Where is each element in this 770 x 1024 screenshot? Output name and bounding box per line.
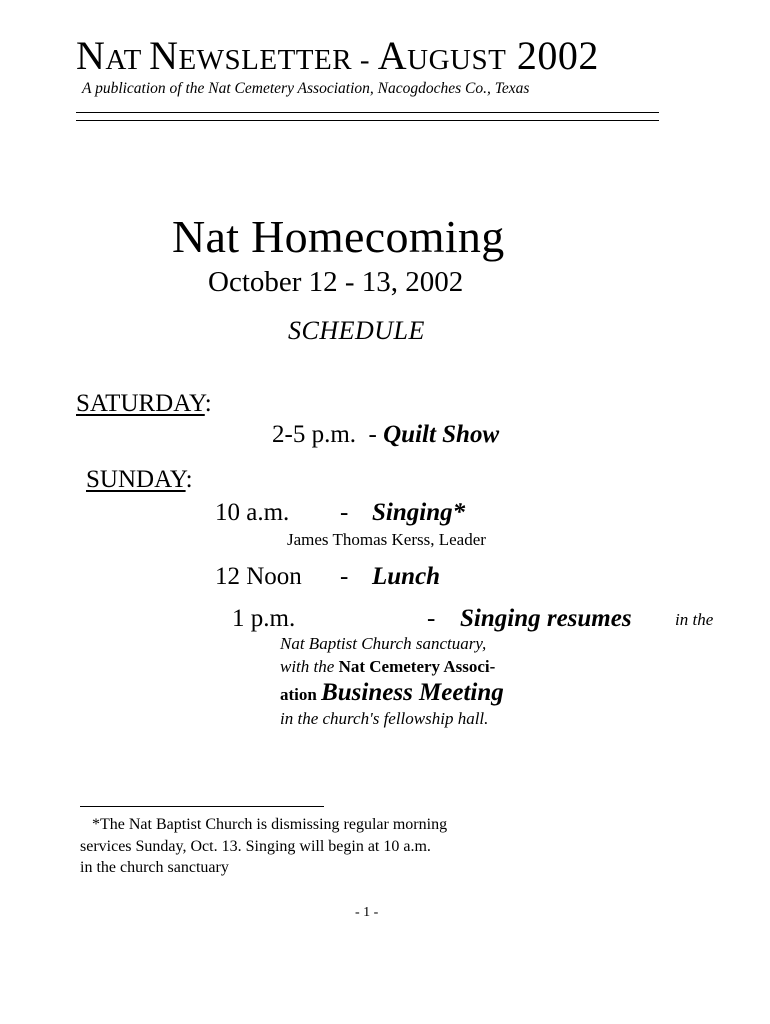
saturday-time: 2-5 p.m. - [272,421,384,448]
saturday-item [272,421,499,449]
singing-activity-wrap [372,499,465,527]
masthead-at: AT [105,44,150,76]
footnote-line-3: in the church sanctuary [80,859,229,876]
resume-activity-wrap [460,605,632,633]
sunday-label [86,466,193,494]
resume-line-3a: ation [280,685,322,704]
schedule-heading: SCHEDULE [288,316,425,345]
saturday-colon: : [204,390,212,417]
event-dates: October 12 - 13, 2002 [208,266,464,298]
resume-line-4: in the church's fellowship hall. [280,709,489,728]
singing-activity: Singing* [372,499,466,526]
business-meeting: Business Meeting [321,679,504,706]
sunday-colon: : [185,466,193,493]
lunch-activity: Lunch [372,563,441,590]
singing-time: 10 a.m. [215,499,290,526]
saturday-label [76,390,212,418]
page-number: - 1 - [355,905,379,920]
resume-line-2a: with the [280,657,339,676]
lunch-activity-wrap [372,563,440,591]
footnote-line-1: *The Nat Baptist Church is dismissing regular morning [92,816,448,833]
lunch-time: 12 Noon [215,563,302,590]
resume-line-2 [280,657,495,677]
resume-trail: in the [675,610,714,629]
newsletter-masthead [76,33,599,78]
masthead-initial-n: N [76,33,106,78]
event-title: Nat Homecoming [172,211,505,262]
masthead-dash: - [352,44,378,76]
masthead-initial-n2: N [149,33,179,78]
footnote-line-2: services Sunday, Oct. 13. Singing will begin at 10 a.m. [80,838,431,855]
masthead-initial-a: A [377,33,408,78]
masthead-ugust: UGUST [407,44,507,76]
masthead-ewsletter: EWSLETTER [178,44,353,76]
masthead-year: 2002 [506,33,599,78]
header-rule-bottom [76,120,659,121]
resume-dash: - [427,605,436,632]
sunday-item-singing [215,499,289,527]
singing-dash: - [340,499,349,526]
resume-activity: Singing resumes [460,605,632,632]
saturday-label-text: SATURDAY [76,390,205,417]
masthead-subtitle: A publication of the Nat Cemetery Association, Nacogdoches Co., Texas [82,80,530,97]
header-rule-top [76,112,659,113]
lunch-dash: - [340,563,349,590]
resume-time: 1 p.m. [232,605,296,632]
sunday-label-text: SUNDAY [86,466,186,493]
saturday-activity: Quilt Show [383,421,500,448]
singing-leader-note: James Thomas Kerss, Leader [287,530,486,549]
resume-line-1: Nat Baptist Church sanctuary, [280,634,487,653]
footnote-rule [80,806,324,807]
resume-line-3 [280,679,504,707]
resume-line-2b: Nat Cemetery Associ- [338,657,496,676]
